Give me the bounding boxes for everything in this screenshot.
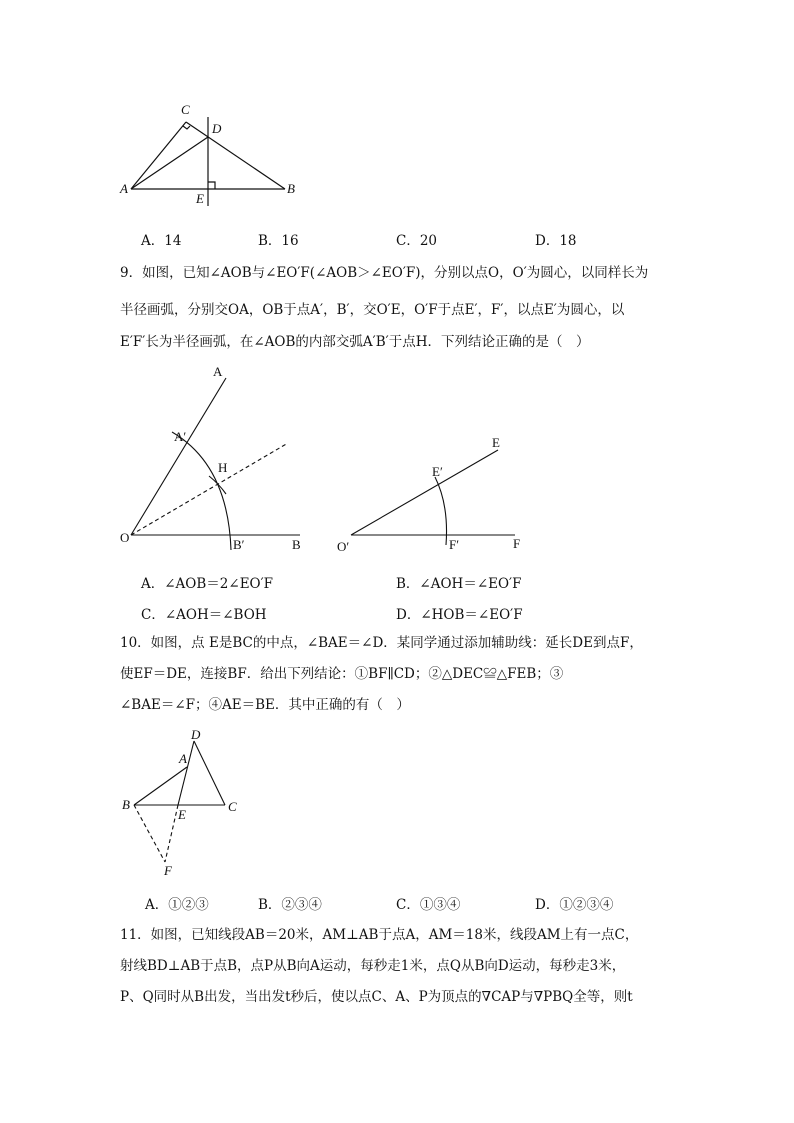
fig8-label-E: E [196,191,204,206]
q9-label-H: H [218,460,228,475]
q10-label-A: A [179,751,187,766]
q9-label-F-prime: F′ [449,537,460,552]
q9-stem-line3: E′F′长为半径画弧，在∠AOB的内部交弧A′B′于点H．下列结论正确的是（ ） [120,334,590,350]
q10-label-B: B [122,797,130,812]
q10-option-a[interactable]: A．①②③ [145,897,209,913]
q9-option-a[interactable]: A．∠AOB＝2∠EO′F [141,576,274,592]
q9-label-B: B [292,537,301,552]
q10-stem-line3: ∠BAE＝∠F；④AE＝BE．其中正确的有（ ） [120,697,410,713]
q8-option-c[interactable]: C．20 [396,233,438,249]
q9-stem-line1: 9．如图，已知∠AOB与∠EO′F(∠AOB＞∠EO′F)，分别以点O，O′为圆心，以同样长为 [120,265,649,281]
q9-label-E-prime: E′ [432,464,443,479]
q8-option-a[interactable]: A．14 [141,233,182,249]
q10-label-C: C [228,799,237,814]
q8-option-b[interactable]: B．16 [258,233,299,249]
q8-option-d[interactable]: D．18 [535,233,577,249]
q10-stem-line1: 10．如图，点 E是BC的中点，∠BAE＝∠D．某同学通过添加辅助线：延长DE到点F， [120,635,643,651]
q11-stem-line3: P、Q同时从B出发，当出发t秒后，使以点C、A、P为顶点的∇CAP与∇PBQ全等，则t [120,989,633,1005]
fig8-label-D: D [212,121,222,136]
q10-label-F: F [164,863,172,878]
q9-label-A: A [213,364,223,379]
q9-label-B-prime: B′ [233,537,245,552]
q9-option-c[interactable]: C．∠AOH＝∠BOH [141,607,267,623]
fig8-label-B: B [287,181,295,196]
q9-option-b[interactable]: B．∠AOH＝∠EO′F [396,576,522,592]
q11-stem-line1: 11．如图，已知线段AB＝20米，AM⊥AB于点A，AM＝18米，线段AM上有一点C， [120,927,639,943]
fig8-label-A: A [120,181,128,196]
q11-stem-line2: 射线BD⊥AB于点B，点P从B向A运动，每秒走1米，点Q从B向D运动，每秒走3米， [120,958,626,974]
q10-option-c[interactable]: C．①③④ [396,897,461,913]
q9-label-E: E [492,435,500,450]
q10-stem-line2: 使EF＝DE，连接BF．给出下列结论：①BF∥CD；②△DEC≌△FEB；③ [120,666,564,682]
q9-option-d[interactable]: D．∠HOB＝∠EO′F [396,607,523,623]
q9-label-F: F [513,536,521,551]
q10-label-D: D [191,727,201,742]
q9-label-O: O [120,530,130,545]
q9-label-A-prime: A′ [174,429,187,444]
q10-option-d[interactable]: D．①②③④ [535,897,614,913]
q10-option-b[interactable]: B．②③④ [258,897,322,913]
fig8-label-C: C [181,102,190,117]
q9-label-O-prime: O′ [337,539,350,554]
q10-label-E: E [178,807,186,822]
q9-stem-line2: 半径画弧，分别交OA，OB于点A′，B′，交O′E，O′F于点E′，F′，以点E′为圆心，以 [120,302,625,318]
